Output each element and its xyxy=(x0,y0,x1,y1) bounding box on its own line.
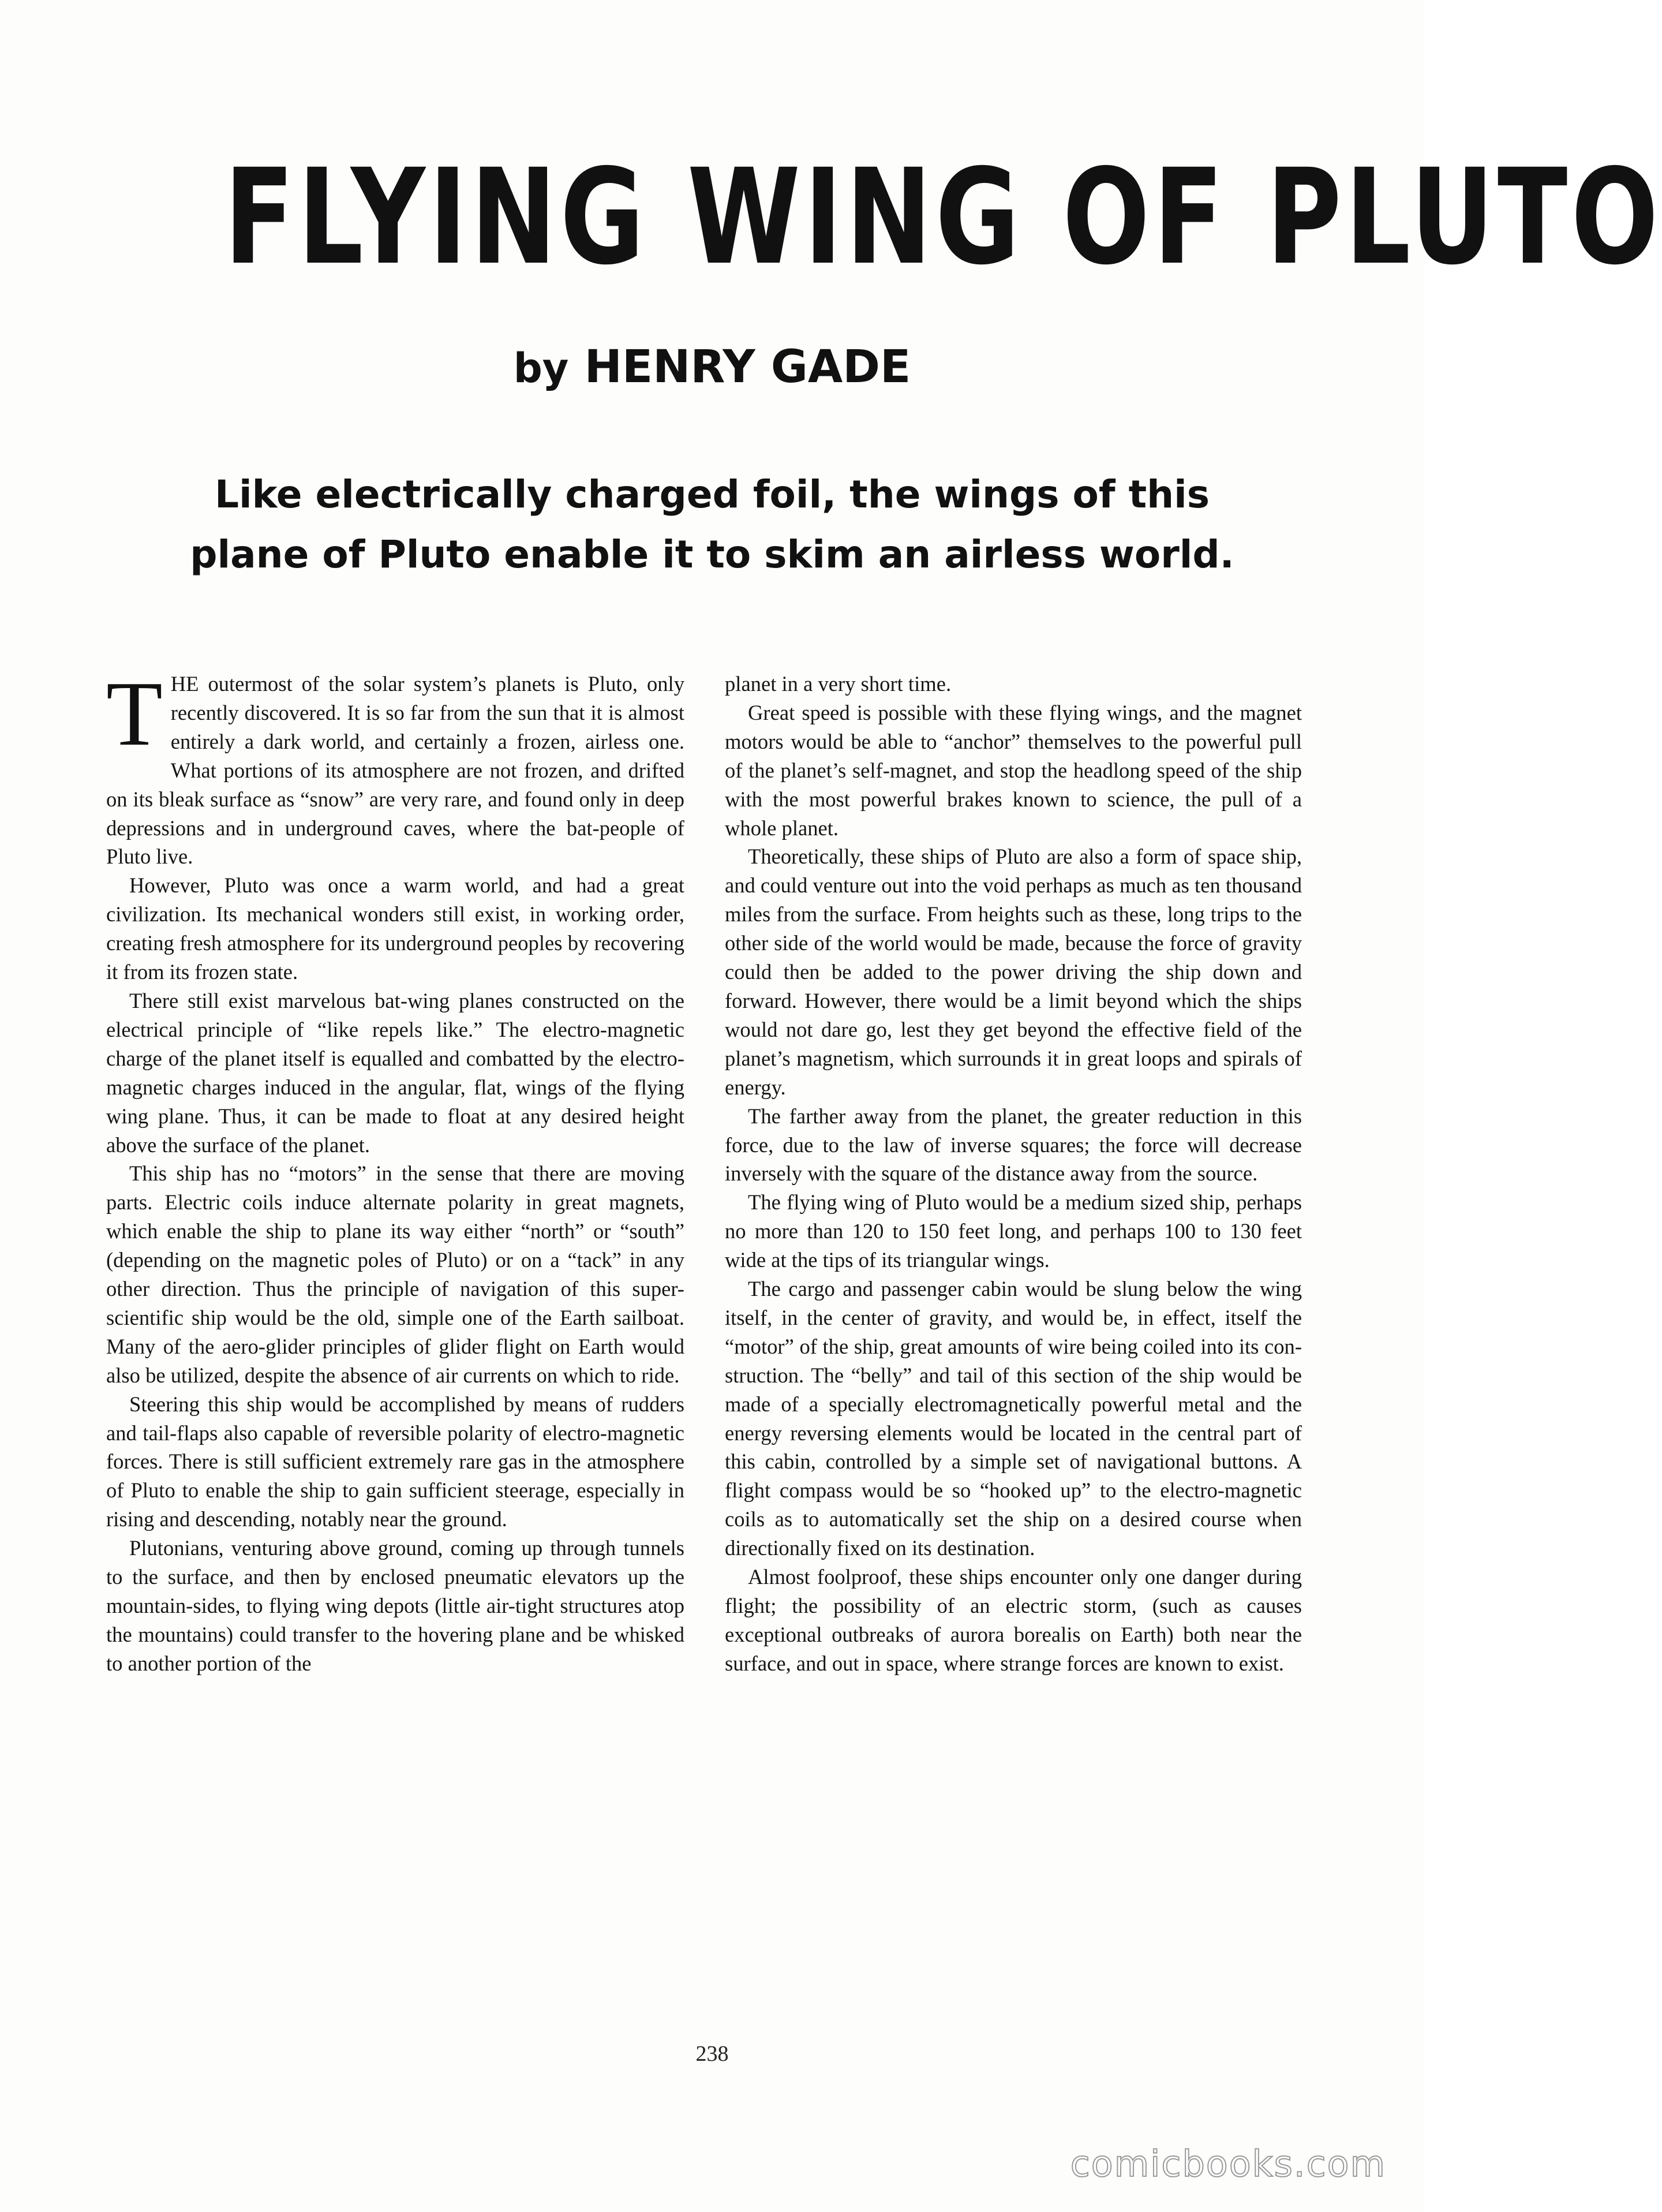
article-deck xyxy=(173,465,1251,585)
paragraph: Great speed is possible with these flying wings, and the magnet motors would be able to “anchor” themselves to the powerful pull of the planet’s self-magnet, and stop the headlong speed of the ship with the most powerful brakes known to science, the pull of a whole planet. xyxy=(725,700,1302,840)
author-name: HENRY GADE xyxy=(584,341,911,393)
paragraph: The farther away from the planet, the greater reduction in this force, due to the law of inverse squares; the force will decrease inversely with the square of the distance away from the source. xyxy=(725,1104,1302,1186)
page-number: 238 xyxy=(695,2042,729,2066)
deck-line-1: Like electrically charged foil, the wings of this xyxy=(214,472,1210,517)
left-column xyxy=(106,662,684,1678)
paragraph: planet in a very short time. xyxy=(725,672,952,696)
right-column xyxy=(725,670,1302,1678)
article-byline xyxy=(0,343,1424,393)
paragraph: Theoretically, these ships of Pluto are also a form of space ship, and could venture out into the void perhaps as much as ten thousand miles from the surface. From heights such as these, long trips to the other side of the world would be made, because the force of gravity could then be added to the power driving the ship down and forward. However, there would be a limit beyond which the ships would not dare go, lest they get beyond the effective field of the planet’s magnetism, which surrounds it in great loops and spirals of energy. xyxy=(725,845,1302,1099)
article-title: FLYING WING OF PLUTO xyxy=(224,140,1662,294)
deck-line-2: plane of Pluto enable it to skim an airless world. xyxy=(190,532,1234,577)
paragraph: Steering this ship would be accomplished by means of rudders and tail-flaps also capable of reversible polarity of electro-magnetic forces. There is still sufficient extremely rare gas in the atmosphere of Pluto to enable the ship to gain sufficient steerage, especially in rising and descending, notably near the ground. xyxy=(106,1392,684,1531)
paragraph: The flying wing of Pluto would be a medium sized ship, perhaps no more than 120 to 150 feet long, and perhaps 100 to 130 feet wide at the tips of its triangular wings. xyxy=(725,1190,1302,1272)
byline-prefix: by xyxy=(513,345,569,392)
paragraph: HE outermost of the solar system’s planets is Pluto, only recently discovered. It is so far from the sun that it is almost entirely a dark world, and certainly a frozen, airless one. What portions of its atmosphere are not frozen, and drifted on its bleak surface as “snow” are very rare, and found only in deep depressions and in underground caves, where the bat-people of Pluto live. xyxy=(106,672,684,869)
paragraph: This ship has no “motors” in the sense that there are moving parts. Electric coils induce alternate polarity in great magnets, which enable the ship to plane its way either “north” or “south” (depending on the magnetic poles of Pluto) or on a “tack” in any other direction. Thus the principle of navigation of this super-scientific ship would be the old, simple one of the Earth sailboat. Many of the aero-glider principles of glider flight on Earth would also be utilized, despite the absence of air currents on which to ride. xyxy=(106,1161,684,1387)
watermark: comicbooks.com xyxy=(1070,2143,1386,2185)
paragraph: The cargo and passenger cabin would be slung below the wing itself, in the center of gravity, and would be, in effect, itself the “motor” of the ship, great amounts of wire being coiled into its construction. The “belly” and tail of this section of the ship would be made of a specially electromagnetically powerful metal and the energy reversing elements would be located in the central part of this cabin, controlled by a simple set of navigational buttons. A flight compass would be so “hooked up” to the electro-magnetic coils as to automatically set the ship on a desired course when directionally fixed on its destination. xyxy=(725,1277,1302,1560)
paragraph: However, Pluto was once a warm world, and had a great civilization. Its mechanical wonders still exist, in working order, creating fresh atmosphere for its underground peoples by recovering it from its frozen state. xyxy=(106,873,684,984)
paragraph: Almost foolproof, these ships encounter only one danger during flight; the possibility of an electric storm, (such as causes exceptional outbreaks of aurora borealis on Earth) both near the surface, and out in space, where strange forces are known to exist. xyxy=(725,1565,1302,1675)
paragraph: There still exist marvelous bat-wing planes constructed on the electrical principle of “like repels like.” The electro-magnetic charge of the planet itself is equalled and combatted by the electromagnetic charges induced in the angular, flat, wings of the flying wing plane. Thus, it can be made to float at any desired height above the surface of the planet. xyxy=(106,988,684,1157)
paragraph: Plutonians, venturing above ground, coming up through tunnels to the surface, and then by enclosed pneumatic elevators up the mountain-sides, to flying wing depots (little air-tight structures atop the mountains) could transfer to the hovering plane and be whisked to another portion of the xyxy=(106,1536,684,1675)
drop-cap: T xyxy=(106,662,163,765)
